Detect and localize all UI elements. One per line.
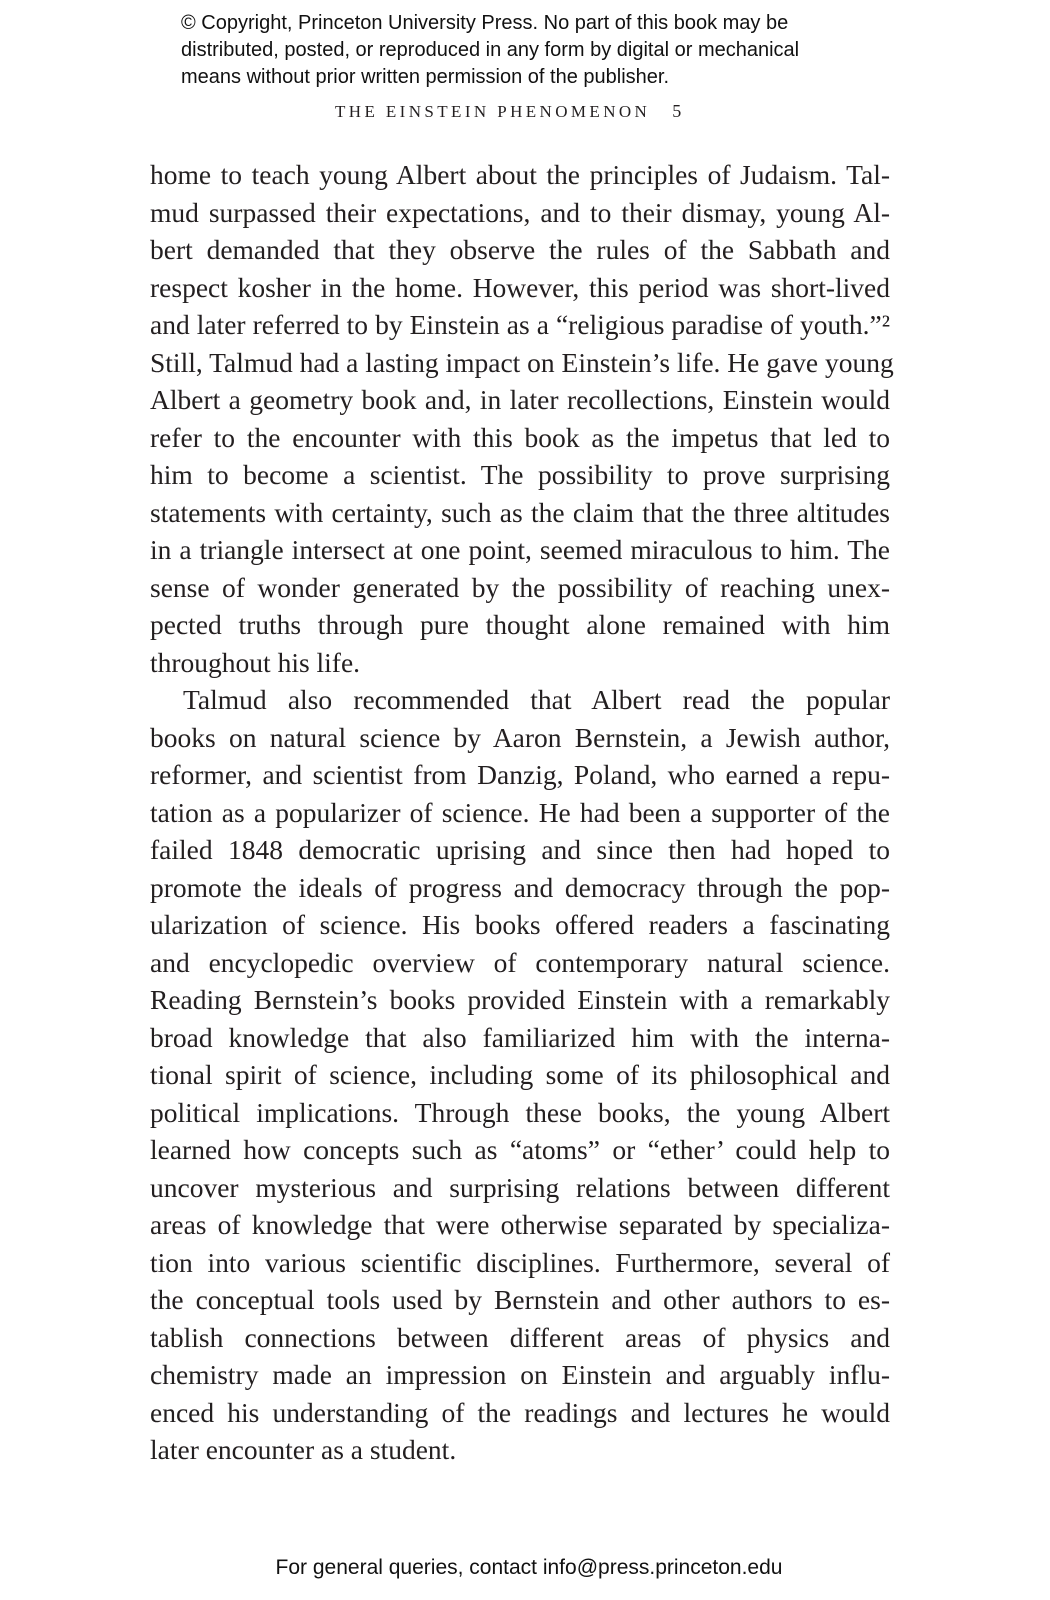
text-line: Albert a geometry book and, in later recollections, Einstein would (150, 384, 890, 415)
text-line: Reading Bernstein’s books provided Einstein with a remarkably (150, 984, 890, 1015)
text-line: him to become a scientist. The possibility to prove surprising (150, 459, 890, 490)
page-number: 5 (672, 101, 682, 121)
text-line: chemistry made an impression on Einstein and arguably influ- (150, 1359, 890, 1390)
paragraph (150, 681, 890, 1469)
text-line: enced his understanding of the readings and lectures he would (150, 1396, 890, 1428)
text-line: later encounter as a student. (150, 1434, 457, 1465)
paragraph (150, 156, 894, 681)
text-line: pected truths through pure thought alone remained with him (150, 609, 890, 640)
text-line: and encyclopedic overview of contemporary natural science. (150, 946, 890, 978)
copyright-line: distributed, posted, or reproduced in any form by digital or mechanical (181, 39, 800, 61)
text-line: broad knowledge that also familiarized him with the interna- (150, 1021, 890, 1053)
text-line: bert demanded that they observe the rules of the Sabbath and (150, 234, 890, 265)
text-line: throughout his life. (150, 646, 361, 678)
text-line: tablish connections between different areas of physics and (150, 1321, 890, 1353)
text-line: areas of knowledge that were otherwise separated by specializa- (150, 1209, 890, 1240)
text-line: home to teach young Albert about the principles of Judaism. Tal- (150, 159, 890, 190)
copyright-line: means without prior written permission of the publisher. (181, 66, 670, 88)
text-line: Talmud also recommended that Albert read the popular (183, 684, 890, 715)
text-line: refer to the encounter with this book as the impetus that led to (150, 421, 890, 453)
text-line: books on natural science by Aaron Bernstein, a Jewish author, (150, 721, 890, 753)
text-line: sense of wonder generated by the possibility of reaching unex- (150, 571, 890, 603)
footer (0, 1556, 1050, 1580)
text-line: promote the ideals of progress and democracy through the pop- (150, 871, 890, 903)
text-line: tion into various scientific disciplines. Furthermore, several of (150, 1246, 890, 1278)
running-head-title: THE EINSTEIN PHENOMENON (335, 102, 651, 121)
text-line: reformer, and scientist from Danzig, Poland, who earned a repu- (150, 759, 890, 790)
text-line: the conceptual tools used by Bernstein and other authors to es- (150, 1284, 890, 1315)
copyright-notice (181, 10, 941, 91)
text-line: mud surpassed their expectations, and to their dismay, young Al- (150, 196, 890, 228)
text-line: and later referred to by Einstein as a “religious paradise of youth.”² (150, 309, 890, 340)
running-head (335, 101, 681, 122)
text-line: in a triangle intersect at one point, seemed miraculous to him. The (150, 534, 890, 565)
body-text (150, 156, 894, 1469)
text-line: uncover mysterious and surprising relations between different (150, 1171, 890, 1203)
text-line: respect kosher in the home. However, this period was short-lived (150, 271, 890, 303)
text-line: failed 1848 democratic uprising and since then had hoped to (150, 834, 890, 865)
text-line: ularization of science. His books offered readers a fascinating (150, 909, 890, 940)
text-line: Still, Talmud had a lasting impact on Einstein’s life. He gave young (150, 346, 894, 378)
text-line: tional spirit of science, including some of its philosophical and (150, 1059, 890, 1090)
text-line: tation as a popularizer of science. He had been a supporter of the (150, 796, 890, 828)
text-line: learned how concepts such as “atoms” or “ether’ could help to (150, 1134, 890, 1165)
footer-contact-text: For general queries, contact info@press.princeton.edu (275, 1556, 783, 1579)
text-line: political implications. Through these books, the young Albert (150, 1096, 890, 1128)
text-line: statements with certainty, such as the claim that the three altitudes (150, 496, 890, 528)
copyright-line: © Copyright, Princeton University Press. No part of this book may be (181, 12, 789, 34)
